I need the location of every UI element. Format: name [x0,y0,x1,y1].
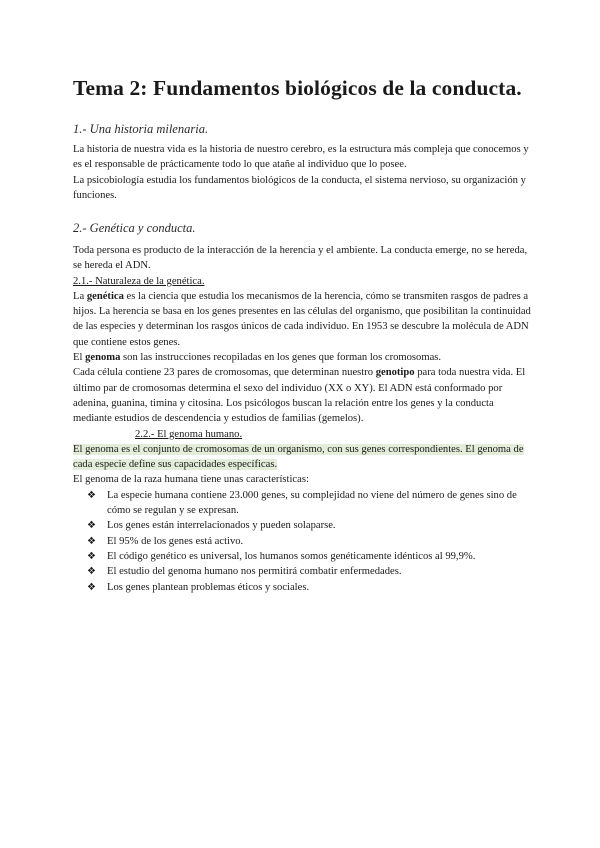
diamond-bullet-icon: ❖ [87,566,96,578]
section-1-paragraph-1: La historia de nuestra vida es la historia de nuestro cerebro, es la estructura más compleja que conocemos y es el responsable de prácticamente todo lo que atañe al individuo que lo posee. [73,144,529,171]
list-item-text: Los genes están interrelacionados y pueden solaparse. [107,520,336,532]
list-item-text: Los genes plantean problemas éticos y sociales. [107,581,310,593]
diamond-bullet-icon: ❖ [87,535,96,547]
list-item-text: El código genético es universal, los humanos somos genéticamente idénticos al 99,9%. [107,550,476,562]
list-item [73,518,533,533]
diamond-bullet-icon: ❖ [87,581,96,593]
list-item [73,549,533,564]
genetica-paragraph: La genética es la ciencia que estudia los mecanismos de la herencia, cómo se transmiten rasgos de padres a hijos. La herencia se basa en los genes presentes en las células del organismo, que posibilitan la continuidad de las especies y determinan los rasgos únicos de cada individuo. En 1953 se descubre la molécula de ADN que contiene estos genes. [73,290,531,348]
term-genetica: genética [86,290,124,302]
celula-paragraph: Cada célula contiene 23 pares de cromosomas, que determinan nuestro genotipo para toda nuestra vida. El último par de cromosomas determina el sexo del individuo (XX o XY). El ADN está conformado por adenina, guanina, timina y citosina. Los psicólogos buscan la relación entre los genes y la conducta mediante estudios de descendencia y estudios de familias (gemelos). [73,367,526,425]
diamond-bullet-icon: ❖ [87,489,96,501]
list-item [73,488,533,519]
section-1-paragraph-2: La psicobiología estudia los fundamentos biológicos de la conducta, el sistema nervioso, su organización y funciones. [73,174,526,201]
diamond-bullet-icon: ❖ [87,520,96,532]
section-2-heading: 2.- Genética y conducta. [73,221,196,235]
term-genoma: genoma [85,352,121,364]
list-item [73,564,533,579]
subsection-2-2-heading: 2.2.- El genoma humano. [135,428,243,440]
section-1-heading: 1.- Una historia milenaria. [73,122,209,136]
list-intro: El genoma de la raza humana tiene unas características: [73,474,309,486]
section-1-body [73,142,533,203]
highlighted-definition: El genoma es el conjunto de cromosomas de un organismo, con sus genes correspondientes. El genoma de cada especie define sus capacidades específicas. [73,443,524,471]
list-item [73,534,533,549]
characteristics-list [73,488,533,595]
term-genotipo: genotipo [375,367,415,379]
genoma-paragraph: El genoma son las instrucciones recopiladas en los genes que forman los cromosomas. [73,352,442,364]
subsection-2-1-heading: 2.1.- Naturaleza de la genética. [73,275,205,287]
list-item-text: El 95% de los genes está activo. [107,535,244,547]
list-item-text: La especie humana contiene 23.000 genes, su complejidad no viene del número de genes sino de cómo se regulan y se expresan. [107,489,517,517]
document-title: Tema 2: Fundamentos biológicos de la conducta. [73,76,522,100]
diamond-bullet-icon: ❖ [87,550,96,562]
list-item-text: El estudio del genoma humano nos permitirá combatir enfermedades. [107,566,402,578]
section-2-intro: Toda persona es producto de la interacción de la herencia y el ambiente. La conducta emerge, no se hereda, se hereda el ADN. [73,245,528,272]
section-2-body [73,243,533,595]
list-item [73,580,533,595]
